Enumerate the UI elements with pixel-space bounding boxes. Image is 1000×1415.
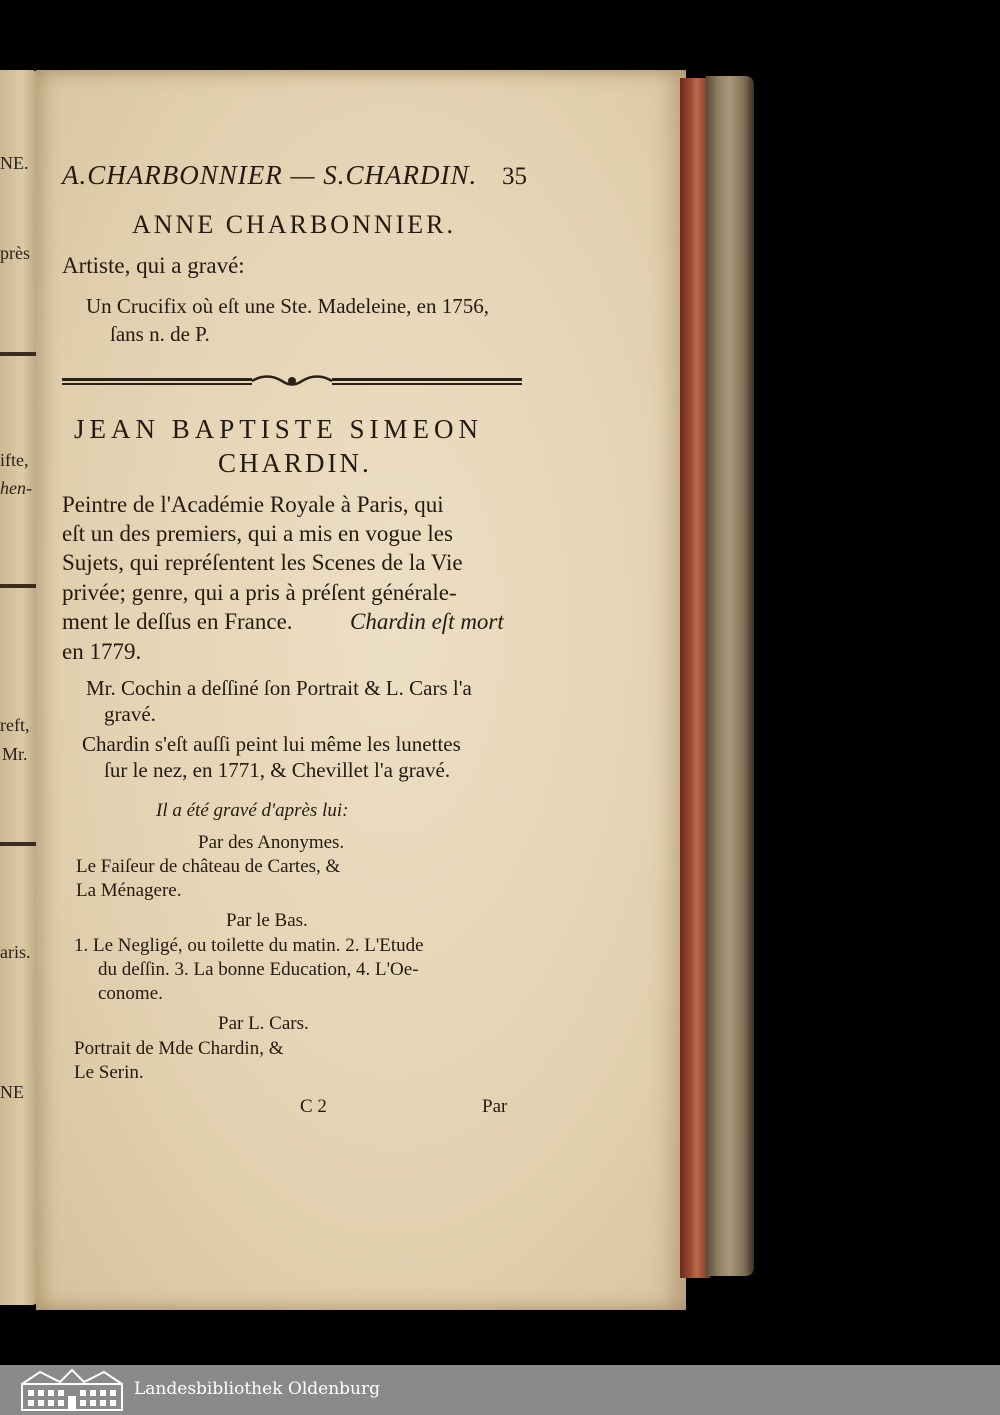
section-line: du deſſin. 3. La bonne Education, 4. L'Oe- — [98, 959, 419, 980]
page-number: 35 — [502, 163, 527, 190]
section-byline: Par des Anonymes. — [198, 832, 345, 853]
section-line: Le Faiſeur de château de Cartes, & — [76, 856, 341, 877]
prev-page-fragment: hen- — [0, 478, 32, 498]
paragraph-line: Chardin eſt mort — [350, 609, 504, 634]
running-title: A.CHARBONNIER — S.CHARDIN. — [62, 160, 478, 190]
portrait-line: gravé. — [104, 702, 156, 726]
prev-page-fragment: NE. — [0, 153, 29, 173]
prev-page-fragment: près — [0, 243, 30, 263]
paragraph-line: ment le deſſus en France. — [62, 609, 293, 634]
section-line: Portrait de Mde Chardin, & — [74, 1038, 284, 1059]
signature-mark: C 2 — [300, 1096, 327, 1117]
section-line: 1. Le Negligé, ou toilette du matin. 2. L'Etude — [74, 935, 424, 956]
library-building-icon — [20, 1368, 124, 1412]
library-footer-bar — [0, 1365, 1000, 1415]
section-line: Le Serin. — [74, 1062, 144, 1083]
section-line: La Ménagere. — [76, 880, 182, 901]
paragraph-line: en 1779. — [62, 639, 142, 664]
entry-line: ſans n. de P. — [110, 322, 210, 346]
book-cover — [706, 76, 754, 1276]
prev-page-fragment: Mr. — [2, 744, 28, 764]
prev-page-fragment: reft, — [0, 715, 30, 735]
prev-page-fragment: aris. — [0, 942, 31, 962]
section-byline: Par le Bas. — [226, 910, 308, 931]
prev-page-fragment: ifte, — [0, 450, 29, 470]
library-name: Landesbibliothek Oldenburg — [134, 1379, 381, 1399]
paragraph-line: privée; genre, qui a pris à préſent générale- — [62, 580, 457, 605]
catchword: Par — [482, 1096, 508, 1117]
portrait-line: ſur le nez, en 1771, & Chevillet l'a gravé. — [104, 758, 451, 782]
section-byline: Par L. Cars. — [218, 1013, 309, 1034]
entry-line: Un Crucifix où eſt une Ste. Madeleine, en 1756, — [86, 294, 489, 318]
paragraph-line: Peintre de l'Académie Royale à Paris, qui — [62, 492, 444, 517]
engraved-intro: Il a été gravé d'après lui: — [156, 800, 349, 821]
portrait-line: Mr. Cochin a deſſiné ſon Portrait & L. Cars l'a — [86, 676, 472, 700]
entry-heading: ANNE CHARBONNIER. — [132, 210, 456, 239]
paragraph-line: eſt un des premiers, qui a mis en vogue les — [62, 521, 453, 546]
entry-heading-line1: JEAN BAPTISTE SIMEON — [74, 414, 484, 444]
entry-lead: Artiste, qui a gravé: — [62, 253, 245, 278]
prev-page-rule — [0, 842, 36, 846]
portrait-line: Chardin s'eſt auſſi peint lui même les lunettes — [82, 732, 461, 756]
paragraph-line: Sujets, qui repréſentent les Scenes de la Vie — [62, 550, 463, 575]
section-line: conome. — [98, 983, 163, 1004]
ornament-rule — [62, 372, 522, 390]
entry-heading-line2: CHARDIN. — [218, 448, 372, 478]
prev-page-rule — [0, 584, 36, 588]
prev-page-fragment: NE — [0, 1082, 24, 1102]
prev-page-rule — [0, 352, 36, 356]
